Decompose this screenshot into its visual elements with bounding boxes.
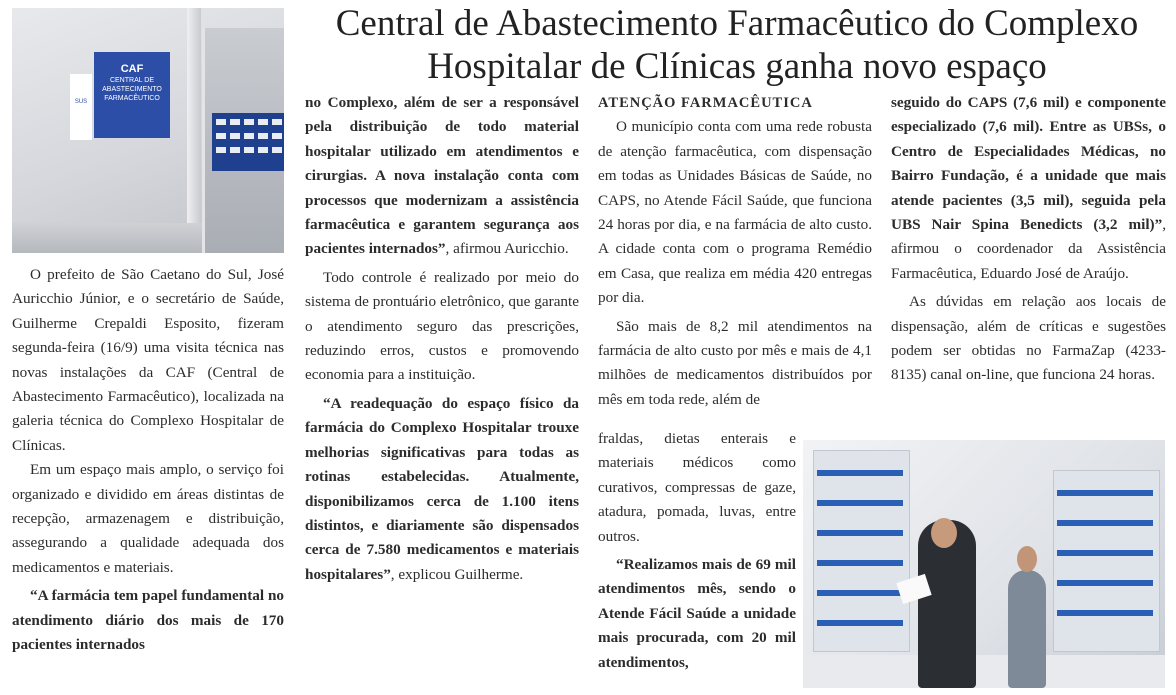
quote-paragraph: “Realizamos mais de 69 mil atendimentos mês, sendo o Atende Fácil Saúde a unidade mais procurada, com 20 mil atendimentos, — [598, 556, 796, 671]
quote-paragraph: “A farmácia tem papel fundamental no atendimento diário dos mais de 170 pacientes internados — [12, 587, 284, 654]
sus-logo-text: SUS — [74, 99, 88, 105]
paragraph: O município conta com uma rede robusta de atenção farmacêutica, com dispensação em todas as Unidades Básicas de Saúde, no CAPS, no Atende Fácil Saúde, que funciona 24 horas por dia, e na farmácia de alto custo. A cidade conta com o programa Remédio em Casa, que realiza em média 420 entregas por dia. — [598, 118, 872, 307]
pharmacy-staff-photo — [803, 440, 1165, 688]
quote-paragraph — [891, 91, 1166, 286]
bin-row — [817, 560, 903, 566]
bin-row — [1057, 490, 1153, 496]
staff-head — [1017, 546, 1037, 572]
counter — [803, 655, 1165, 688]
paragraph: As dúvidas em relação aos locais de dispensação, além de críticas e sugestões podem ser obtidas no FarmaZap (4233-8135) canal on-line, que funciona 24 horas. — [891, 293, 1166, 384]
bin-row — [817, 500, 903, 506]
pharmacist-head — [931, 518, 957, 548]
column-4 — [891, 91, 1166, 388]
paragraph: O prefeito de São Caetano do Sul, José Auricchio Júnior, e o secretário de Saúde, Guilherme Crepaldi Esposito, fizeram segunda-feira (16/9) uma visita técnica nas novas instalações da CAF (Central de Abastecimento Farmacêutico), localizada na galeria técnica do Complexo Hospitalar de Clínicas. — [12, 266, 284, 454]
bin-row — [1057, 550, 1153, 556]
sus-logo-panel — [70, 74, 92, 140]
caf-sign-line3: FARMACÊUTICO — [104, 95, 160, 102]
section-subhead: ATENÇÃO FARMACÊUTICA — [598, 95, 813, 111]
caf-sign — [94, 52, 170, 138]
headline: Central de Abastecimento Farmacêutico do Complexo Hospitalar de Clínicas ganha novo espaço — [335, 3, 1139, 87]
blue-shelf — [212, 113, 284, 171]
column-3-continued — [598, 427, 796, 675]
shelving-rack — [1053, 470, 1160, 652]
wall-edge — [187, 8, 201, 253]
paragraph: Em um espaço mais amplo, o serviço foi organizado e dividido em áreas distintas de recepção, armazenagem e distribuição, assegurando a qualidade adequada dos medicamentos e materiais. — [12, 461, 284, 576]
quote-text: “A readequação do espaço físico da farmácia do Complexo Hospitalar trouxe melhorias significativas para todas as rotinas estabelecidas. Atualmente, disponibilizamos cerca de 1.100 itens distintos, e diariamente são dispensados cerca de 7.580 medicamentos e materiais hospitalares” — [305, 394, 579, 583]
attribution: , afirmou Auricchio. — [445, 240, 569, 258]
column-3 — [598, 91, 872, 412]
bin-row — [817, 530, 903, 536]
column-1 — [12, 263, 284, 658]
paragraph: fraldas, dietas enterais e materiais médicos como curativos, compressas de gaze, atadura, pomada, luvas, entre outros. — [598, 430, 796, 545]
quote-text: seguido do CAPS (7,6 mil) e componente especializado (7,6 mil). Entre as UBSs, o Centro de Especialidades Médicas, no Bairro Fundação, é a unidade que mais atende pacientes (3,5 mil), seguida pela UBS Nair Spina Benedicts (3,2 mil)” — [891, 94, 1166, 234]
bin-row — [817, 620, 903, 626]
caf-entrance-photo — [12, 8, 284, 253]
attribution: , afirmou o coordenador da Assistência Farmacêutica, Eduardo José de Araújo. — [891, 216, 1166, 282]
quote-text: no Complexo, além de ser a responsável pela distribuição de todo material hospitalar utilizado em atendimentos e cirurgias. A nova instalação conta com processos que modernizam a assistência farmacêutica e garantem segurança aos pacientes internados” — [305, 94, 579, 258]
caf-sign-line1: CENTRAL DE — [109, 77, 155, 84]
attribution: , explicou Guilherme. — [390, 565, 524, 583]
paragraph: Todo controle é realizado por meio do sistema de prontuário eletrônico, que garante o atendimento seguro das prescrições, reduzindo erros, custos e promovendo economia para a instituição. — [305, 268, 579, 384]
quote-paragraph — [305, 91, 579, 262]
paragraph: São mais de 8,2 mil atendimentos na farmácia de alto custo por mês e mais de 4,1 milhões de medicamentos distribuídos por mês em toda rede, além de — [598, 317, 872, 408]
column-2 — [305, 91, 579, 587]
caf-sign-title: CAF — [120, 63, 144, 75]
bin-row — [1057, 610, 1153, 616]
bin-row — [817, 590, 903, 596]
floor — [12, 223, 202, 253]
bin-row — [817, 470, 903, 476]
bin-row — [1057, 580, 1153, 586]
staff-figure — [1008, 570, 1046, 688]
quote-paragraph — [305, 392, 579, 587]
bin-row — [1057, 520, 1153, 526]
caf-sign-line2: ABASTECIMENTO — [102, 86, 162, 93]
